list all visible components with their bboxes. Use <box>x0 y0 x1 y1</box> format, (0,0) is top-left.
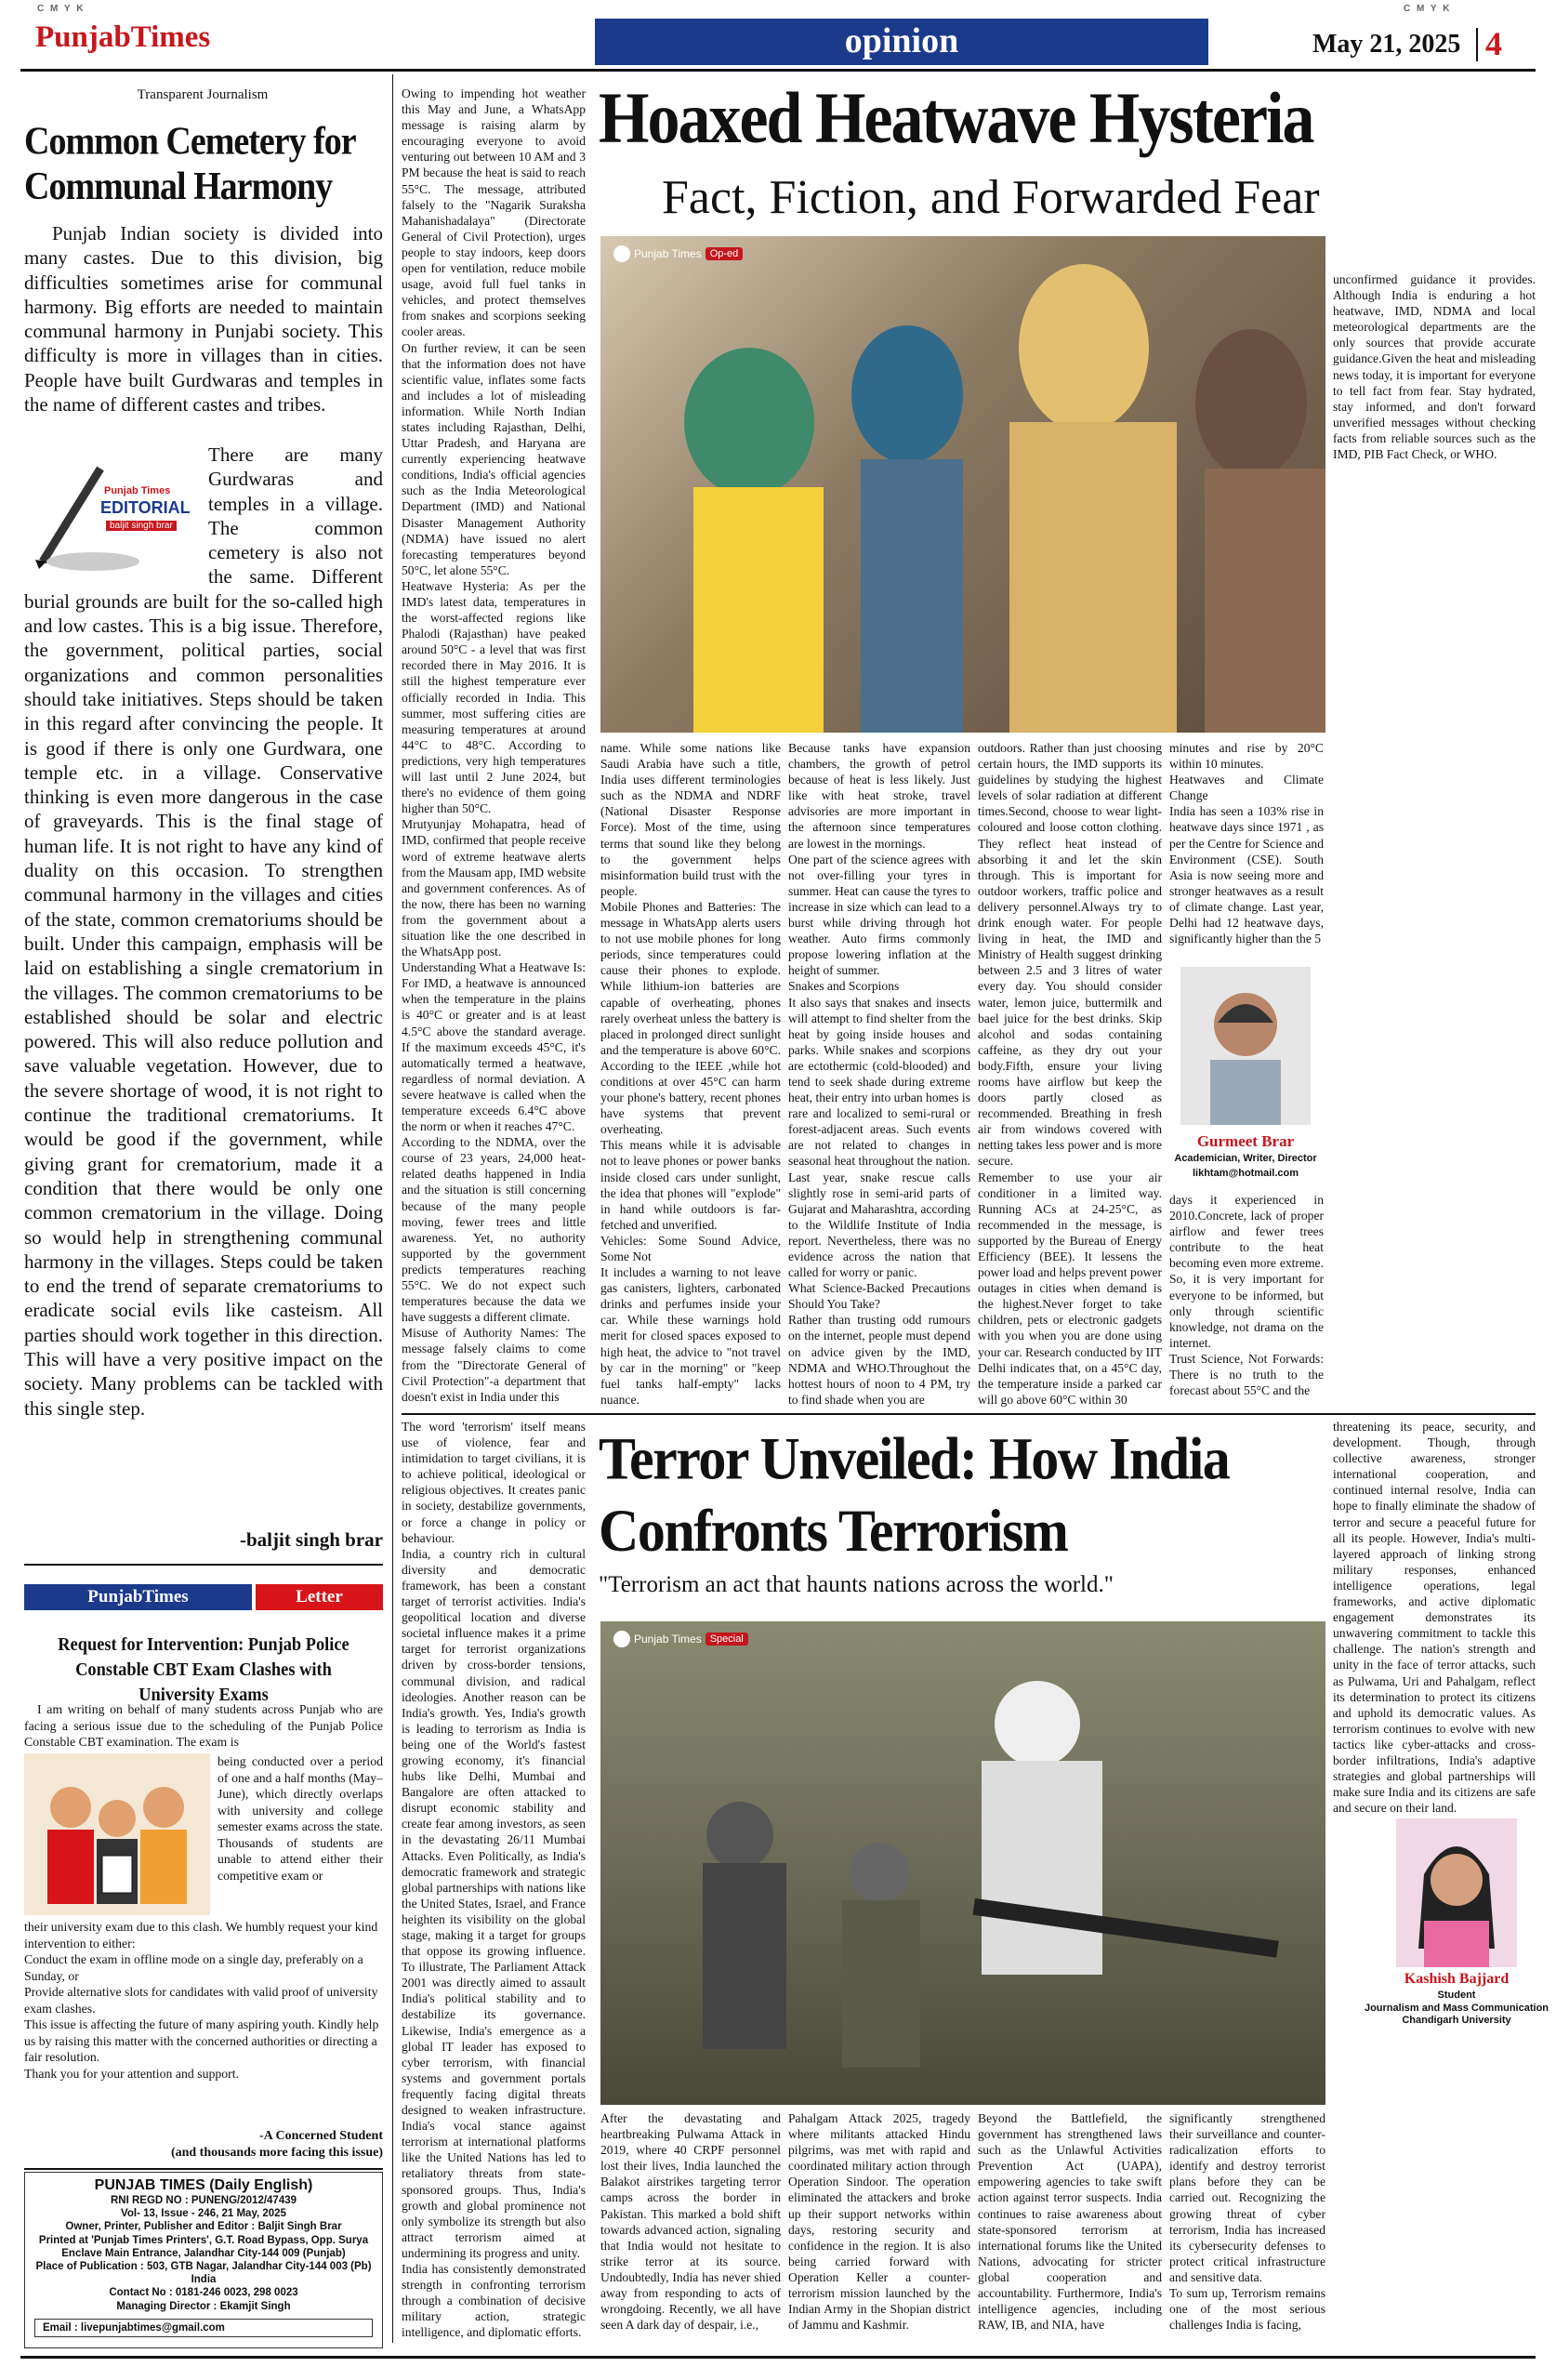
letter-title: Request for Intervention: Punjab Police Constable CBT Exam Clashes with University Exams <box>58 1634 349 1705</box>
imprint-contact: Contact No : 0181-246 0023, 298 0023 <box>109 2287 298 2299</box>
date-divider <box>1476 28 1478 61</box>
terror-photo <box>600 1621 1325 2105</box>
heat-author-role: Academician, Writer, Director <box>1174 1153 1317 1164</box>
letter-signature-2: (and thousands more facing this issue) <box>170 2146 383 2160</box>
editorial-body-top: Punjab Indian society is divided into many castes. Due to this division, big difficulties sometimes arise for communal harmony. Big efforts are needed to maintain communal harmony in Punjabi society. This difficulty is more in villages than in cities. People have built Gurdwaras and temples in the name of different castes and tribes. <box>24 222 383 416</box>
imprint-title: PUNJAB TIMES (Daily English) <box>94 2177 313 2193</box>
punjab-times-logo-icon <box>613 1631 630 1647</box>
editorial-title: Common Cemetery for Communal Harmony <box>24 120 355 208</box>
editorial-logo-sub: baljit singh brar <box>106 521 177 531</box>
heat-photo <box>600 236 1325 733</box>
imprint-email: Email : livepunjabtimes@gmail.com <box>34 2319 373 2337</box>
terror-col-1: The word 'terrorism' itself means use of violence, fear and intimidation to target civilians, it is to achieve political, ideological or religious objectives. It creates panic in society, destabilize governments, or force a change in policy or behaviour. India, a country rich in cultural diversity and democratic framework, has been a constant target of terrorist activities. India's geopolitical location and diverse societal influence makes it a prime target for terrorist organizations driven by cross-border tensions, communal division, and radical ideologies. Another reason can be India's growth. Yes, India's growth is leading to terrorism as India is being one of the World's fastest growing economy, it's financial hubs like Delhi, Mumbai and Bangalore are often attacked to disrupt economic stability and create fear among investors, as seen in the devastating 26/11 Mumbai Attacks. Even Politically, as India's democratic framework and strategic global partnerships with nations like the United States, Israel, and France heighten its visibility on the global stage, making it a target for groups that oppose its growing influence. To illustrate, The Parliament Attack 2001 was directly aimed to assault India's political stability and to destabilize its governance. Likewise, India's emergence as a global IT leader has exposed to cyber terrorism, with financial systems and government portals frequently facing digital threats designed to weaken infrastructure. India's vocal stance against terrorism at international platforms like the United Nations has led to retaliatory threats from state-sponsored groups. Thus, India's growth and global prominence not only symbolize its strength but also attract terrorism aimed at undermining its progress and unity. India has consistently demonstrated strength in confronting terrorism through a combination of decisive military action, strategic intelligence, and diplomatic efforts. <box>402 1420 586 2340</box>
heat-col-2: name. While some nations like Saudi Arabia have such a title, India uses different terminologies such as the NDMA and NDRF (National Disaster Response Force). Most of the time, using terms that sound like they belong to the government helps misinformation build trust with the people. Mobile Phones and Batteries: The message in WhatsApp alerts users to not use mobile phones for long periods, since temperatures could cause their phones to explode. While lithium-ion batteries are capable of overheating, phones rarely overheat unless the battery is placed in prolonged direct sunlight and the temperature is above 60°C. According to the IEEE ,while hot conditions at over 45°C can harm your phone's battery, recent phones have systems that prevent overheating. This means while it is advisable not to leave phones or power banks inside closed cars under sunlight, the idea that phones will "explode" in hand while outdoors is far-fetched and unverified. Vehicles: Some Sound Advice, Some Not It includes a warning to not leave gas canisters, lighters, carbonated drinks and perfumes inside your car. While these warnings hold merit for closed spaces exposed to high heat, the advice to "not travel by car in the morning" or "keep fuel tanks half-empty" lacks nuance. <box>600 741 781 1407</box>
heat-author-photo <box>1180 967 1311 1125</box>
terror-col-5: significantly strengthened their surveillance and counter-radicalization efforts to identify and destroy terrorist plans before they can be carried out. Recognizing the growing threat of cyber terrorism, India has increased its cybersecurity defenses to protect critical infrastructure and sensitive data. To sum up, Terrorism remains one of the most serious challenges India is facing, <box>1169 2111 1325 2333</box>
heat-photo-tag: Op-ed <box>705 247 744 260</box>
footer-rule <box>20 2356 1536 2359</box>
letter-brand: PunjabTimes <box>24 1584 252 1610</box>
heat-col-1: Owing to impending hot weather this May and June, a WhatsApp message is raising alarm by encouraging everyone to avoid venturing out between 10 AM and 3 PM because the heat is said to reach 55°C. The message, attributed falsely to the "Nagarik Suraksha Mahanishadalaya" (Directorate General of Civil Protection), urges people to stay indoors, keep doors open for ventilation, reduce mobile usage, avoid full fuel tanks in vehicles, and protect themselves from snakes and scorpions seeking cooler areas. On further review, it can be seen that the information does not have scientific value, inflates some facts and includes a lot of misleading information. While North Indian states including Rajasthan, Delhi, Uttar Pradesh, and Haryana are currently experiencing heatwave conditions, India's official agencies such as the India Meteorological Department (IMD) and National Disaster Management Authority (NDMA) have issued no alert forecasting temperatures beyond 50°C, let alone 55°C. Heatwave Hysteria: As per the IMD's latest data, temperatures in the worst-affected regions like Phalodi (Rajasthan) have peaked around 50°C - a level that was first recorded there in May 2016. It is still the highest temperature ever officially recorded in India. This summer, most suffering cities are measuring temperatures at around 44°C to 48°C. According to predictions, very high temperatures will last until 2 June 2024, but there's no evidence of them going higher than 50°C. Mrutyunjay Mohapatra, head of IMD, confirmed that people receive word of extreme heatwave alerts from the Mausam app, IMD website and government conferences. As of the now, there has been no warning from the government about a situation like the one described in the WhatsApp post. Understanding What a Heatwave Is: For IMD, a heatwave is announced when the temperature in the plains is 40°C or greater and is at least 4.5°C above the standard average. If the maximum exceeds 45°C, it's automatically termed a heatwave, regardless of normal deviation. A severe heatwave is called when the temperature exceeds 6.4°C above the norm or when it reaches 47°C. According to the NDMA, over the course of 23 years, 24,000 heat-related deaths happened in India and the situation is still concerning because of the many people moving, fewer trees and little awareness. Yet, no authority supported by the government predicts temperatures reaching 55°C. We do not expect such temperatures because the data we have suggests a different climate. Misuse of Authority Names: The message falsely claims to come from the "Directorate General of Civil Protection"-a department that doesn't exist in India under this <box>402 86 586 1404</box>
issue-date: May 21, 2025 <box>1312 30 1461 59</box>
terror-col-6: threatening its peace, security, and development. Though, through collective awareness, stronger international cooperation, and continued internal resolve, India can hope to finally eliminate the shadow of terror and secure a peaceful future for all its people. However, India's multi-layered approach of linking strong military responses, enhanced intelligence operations, legal frameworks, and active diplomatic engagement demonstrates its unwavering commitment to tackle this challenge. The nation's strength and unity in the face of terror attacks, such as Pulwama, Uri and Pahalgam, reflect its determination to protect its citizens and uphold its democratic values. As terrorism continues to evolve with new tactics like cyber-attacks and cross-border infiltrations, India's adaptive strategies and global partnerships will make sure India and its citizens are safe and secure on their land. <box>1333 1420 1536 1816</box>
terror-headline: Terror Unveiled: How India Confronts Terrorism <box>599 1425 1230 1565</box>
terror-col-4: Beyond the Battlefield, the government has strengthened laws such as the Unlawful Activities Prevention Act (UAPA), empowering agencies to take swift action against terror suspects. India continues to raise awareness about state-sponsored terrorism at international forums like the United Nations, advocating for stricter global cooperation and accountability. Furthermore, India's intelligence agencies, including RAW, IB, and NIA, have <box>978 2111 1162 2333</box>
editorial-body-main: There are many Gurdwaras and temples in a village. The common cemetery is also not the same. Different burial grounds are built for the so-called high and low castes. This is a big issue. Therefore, the government, political parties, social organizations and common personalities should take initiatives. Steps should be taken in this regard after convincing the people. It is good if there is only one Gurdwara, one temple etc. in a village. Conservative thinking is even more dangerous in the case of graveyards. This is the final stage of human life. It is not right to have any kind of duality on this occasion. To strengthen communal harmony in the villages and cities of the state, common crematoriums should be built. Under this campaign, emphasis will be laid on establishing a single crematorium in the villages. The common crematoriums to be established should be solar and electric powered. This will also reduce pollution and save valuable vegetation. However, due to the severe shortage of wood, it is not right to continue the traditional crematoriums. It would be good if the government, while giving grant for crematorium, made it a condition that there would be only one common crematorium in the village. Doing so would help in strengthening communal harmony in the villages. Steps could be taken to end the trend of separate crematoriums to eradicate social evils like casteism. All parties should work together in this direction. This will have a very positive impact on the society. Many problems can be tackled with this single step. <box>24 443 383 1420</box>
terror-author-photo <box>1396 1818 1517 1967</box>
author-portrait-icon <box>1180 967 1311 1125</box>
editorial-logo-float <box>24 443 208 588</box>
letter-tag: Letter <box>256 1584 383 1610</box>
editorial-label: Transparent Journalism <box>137 87 269 102</box>
imprint-owner: Owner, Printer, Publisher and Editor : Baljit Singh Brar <box>65 2221 342 2233</box>
heat-headline: Hoaxed Heatwave Hysteria <box>599 78 1313 160</box>
imprint-box <box>24 2172 383 2348</box>
letter-body-3: their university exam due to this clash. We humbly request your kind intervention to either: Conduct the exam in offline mode on a single day, preferably on a Sunday, or Provide alternative slots for candidates with valid proof of university exam clashes. This issue is affecting the future of many aspiring youth. Kindly help us by raising this matter with the concerned authorities or directing a fair resolution. Thank you for your attention and support. <box>24 1920 379 2081</box>
letter-signature-1: -A Concerned Student <box>258 2129 383 2143</box>
terror-col-3: Pahalgam Attack 2025, tragedy where militants attacked Hindu pilgrims, was met with rapid and coordinated military action through Operation Sindoor. The operation eliminated the attackers and broke up their support networks within days, restoring security and confidence in the region. It is also being carried forward with Operation Keller a counter-terrorism mission launched by the Indian Army in the Shopian district of Jammu and Kashmir. <box>788 2111 970 2333</box>
terror-author-role: Student <box>1437 1990 1476 2001</box>
letter-banner <box>24 1584 383 1610</box>
imprint-volume: Vol- 13, Issue - 246, 21 May, 2025 <box>121 2208 286 2220</box>
heat-photo-brand: Punjab Times <box>634 247 702 260</box>
punjab-times-logo-icon <box>613 245 630 262</box>
page-number: 4 <box>1485 25 1502 62</box>
imprint-place: Place of Publication : 503, GTB Nagar, Jalandhar City-144 003 (Pb) India <box>35 2261 372 2286</box>
editorial-signature: -baljit singh brar <box>239 1528 383 1551</box>
heat-photo-badge <box>613 245 743 262</box>
terror-photo-badge <box>613 1631 748 1647</box>
section-title: opinion <box>844 21 959 60</box>
letter-body-1: I am writing on behalf of many students across Punjab who are facing a serious issue due to the scheduling of the Punjab Police Constable CBT examination. The exam is <box>24 1702 383 1749</box>
heat-author-name: Gurmeet Brar <box>1196 1132 1295 1150</box>
editorial-logo-text: EDITORIAL <box>100 498 191 517</box>
registration-marks-right: C M Y K <box>1404 4 1452 14</box>
heat-bottom-rule <box>402 1413 1536 1415</box>
heat-col-4: outdoors. Rather than just choosing certain hours, the IMD supports its guidelines by studying the highest levels of solar radiation at different times.Second, choose to wear light-coloured and loose cotton clothing. They reflect heat instead of absorbing it and let the skin through. This is important for outdoor workers, traffic police and delivery personnel.Always try to drink enough water. For people living in heat, the IMD and Ministry of Health suggest drinking between 2.5 and 3 litres of water every day. You should consider water, lemon juice, buttermilk and bael juice for the best drinks. Skip alcohol and sodas containing caffeine, as they dry out your body.Fifth, ensure your living rooms have airflow but keep the doors partly closed as recommended. Breathing in fresh air from windows covered with netting takes less power and is more secure. Remember to use your air conditioner in a limited way. Running ACs at 24-25°C, as recommended in the message, is supported by the Bureau of Energy Efficiency (BEE). It lessens the power load and helps prevent power outages in cities when demand is the highest.Never forget to take children, pets or electronic gadgets with you when you are done using your car. Research conducted by IIT Delhi indicates that, on a 45°C day, the temperature inside a parked car will go above 60°C within 30 <box>978 741 1162 1407</box>
header-rule <box>20 69 1536 72</box>
author-portrait-icon <box>1396 1818 1517 1967</box>
terror-photo-brand: Punjab Times <box>634 1633 702 1646</box>
heat-col-5b: days it experienced in 2010.Concrete, lack of proper airflow and fewer trees contribute to the heat becoming even more extreme. So, it is very important for everyone to be informed, but only through scientific knowledge, not drama on the internet. Trust Science, Not Forwards: There is no truth to the forecast about 55°C and the <box>1169 1193 1324 1398</box>
letter-illustration <box>24 1753 210 1915</box>
terror-quote: "Terrorism an act that haunts nations across the world." <box>599 1572 1114 1597</box>
heat-subhead: Fact, Fiction, and Forwarded Fear <box>662 171 1320 224</box>
imprint-md: Managing Director : Ekamjit Singh <box>116 2300 291 2312</box>
editorial-rule <box>24 1564 383 1566</box>
terror-author-name: Kashish Bajjard <box>1404 1971 1510 1987</box>
terror-col-7 <box>1333 2036 1536 2343</box>
heat-author-email: likhtam@hotmail.com <box>1192 1168 1299 1179</box>
editorial-logo-brand: Punjab Times <box>104 485 171 496</box>
imprint-rni: RNI REGD NO : PUNENG/2012/47439 <box>110 2195 297 2206</box>
terror-col-2: After the devastating and heartbreaking Pulwama Attack in 2019, where 40 CRPF personnel lost their lives, India launched the Balakot airstrikes targeting terror camps across the border in Pakistan. This marked a bold shift towards advanced action, signaling that India would not hesitate to strike terror at its source. Undoubtedly, India has never shied away from responding to acts of wrongdoing. Recently, we all have seen A dark day of despair, i.e., <box>600 2111 781 2333</box>
terror-photo-tag: Special <box>705 1633 748 1646</box>
letter-rule <box>24 2168 383 2170</box>
heat-col-6: unconfirmed guidance it provides. Although India is enduring a hot heatwave, IMD, NDMA and local meteorological departments are the only sources that provide accurate guidance.Given the heat and misleading news today, it is important for everyone to tell fact from fear. Stay hydrated, stay informed, and don't forward unverified messages without checking facts from reliable sources such as the IMD, PIB Fact Check, or WHO. <box>1333 272 1536 462</box>
imprint-printer: Printed at 'Punjab Times Printers', G.T. Road Bypass, Opp. Surya Enclave Main Entrance, Jalandhar City-144 009 (Punjab) <box>38 2234 369 2259</box>
heat-col-3: Because tanks have expansion chambers, the growth of petrol because of heat is less likely. Just like with heat stroke, travel advisories are more important in the afternoon since temperatures are lowest in the mornings. One part of the science agrees with not over-filling your tyres in summer. Heat can cause the tyres to increase in size which can lead to a burst while driving through hot weather. Auto firms commonly propose lowering inflation at the height of summer. Snakes and Scorpions It also says that snakes and insects will attempt to find shelter from the heat by going inside houses and parks. While snakes and scorpions are ectothermic (cold-blooded) and tend to seek shade during extreme heat, their entry into urban homes is rare and localized to semi-rural or forest-adjacent areas. Such events are not related to changes in seasonal heat throughout the nation. Last year, snake rescue calls slightly rose in semi-arid parts of Gujarat and Maharashtra, according to the Wildlife Institute of India report. Nevertheless, there was no evidence across the nation that called for worry or panic. What Science-Backed Precautions Should You Take? Rather than trusting odd rumours on the internet, people must depend on advice given by the IMD, NDMA and WHO.Throughout the hottest hours of noon to 4 PM, try to find shade when you are <box>788 741 970 1407</box>
registration-marks-left: C M Y K <box>37 4 86 14</box>
letter-body-2: being conducted over a period of one and a half months (May–June), which directly overlaps with university and college semester exams across the state. Thousands of students are unable to attend either their competitive exam or <box>218 1754 383 1883</box>
column-rule <box>392 74 393 2343</box>
section-banner <box>595 19 1208 65</box>
heat-col-5: minutes and rise by 20°C within 10 minutes. Heatwaves and Climate Change India has seen a 103% rise in heatwave days since 1971 , as per the Centre for Science and Environment (CSE). South Asia is now seeing more and stronger heatwaves as a result of climate change. Last year, Delhi had 12 heatwave days, significantly higher than the 5 <box>1169 741 1324 946</box>
masthead: PunjabTimes <box>35 20 211 54</box>
terror-author-dept: Journalism and Mass Communication Chandigarh University <box>1364 2003 1549 2026</box>
